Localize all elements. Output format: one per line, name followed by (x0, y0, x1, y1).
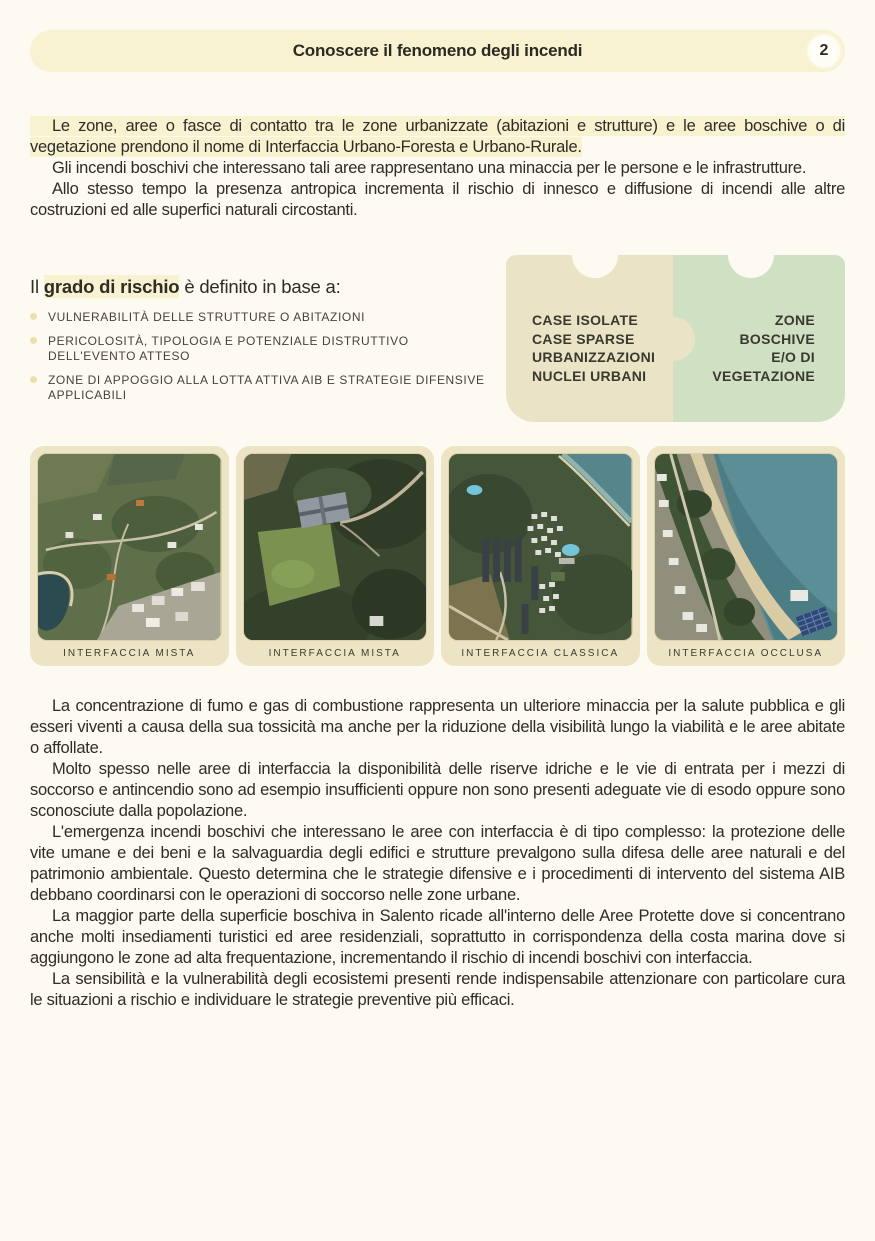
photo-card (647, 446, 846, 666)
puzzle-right-line: VEGETAZIONE (712, 367, 815, 384)
body-paragraph: La maggior parte della superficie boschiva in Salento ricade all'interno delle Aree Protette dove si concentrano anche molti insediamenti turistici ed aree residenziali, soprattutto in corrispondenza della costa marina dove si aggiungono le zone ad alta frequentazione, incrementando il rischio di incendi boschivi con interfaccia. (30, 907, 845, 967)
body-paragraph: La concentrazione di fumo e gas di combustione rappresenta un ulteriore minaccia per la salute pubblica e gli esseri viventi a causa della sua tossicità ma anche per la riduzione della visibilità lungo la viabilità e le aree abitate o affollate. (30, 697, 845, 757)
intro-paragraph: Gli incendi boschivi che interessano tali aree rappresentano una minaccia per le persone e le infrastrutture. (52, 159, 807, 177)
puzzle-left-label (532, 311, 655, 385)
bullet-label: PERICOLOSITÀ, TIPOLOGIA E POTENZIALE DISTRUTTIVO DELL'EVENTO ATTESO (48, 334, 409, 363)
bullet-item (30, 310, 488, 325)
aerial-photo-mista-forest (243, 453, 428, 641)
aerial-photo-occlusa-beach (654, 453, 839, 641)
body-section (30, 696, 845, 1011)
photo-caption: INTERFACCIA MISTA (63, 648, 196, 659)
photo-caption: INTERFACCIA CLASSICA (461, 648, 620, 659)
puzzle-left-line: CASE ISOLATE (532, 312, 639, 328)
bullet-dot-icon (30, 376, 37, 383)
body-paragraph: Molto spesso nelle aree di interfaccia la disponibilità delle riserve idriche e le vie di entrata per i mezzi di soccorso e antincendio sono ad esempio insufficienti oppure non sono presenti adeguate vie di esodo oppure sono sconosciute dalla popolazione. (30, 760, 845, 820)
risk-heading-suffix: è definito in base a: (179, 276, 341, 297)
highlight-text: Le zone, aree o fasce di contatto tra le zone urbanizzate (abitazioni e strutture) e le aree boschive o di vegetazione prendono il nome di Interfaccia Urbano-Foresta e Urbano-Rurale. (30, 117, 845, 156)
photo-row (30, 446, 845, 666)
body-paragraph: La sensibilità e la vulnerabilità degli ecosistemi presenti rende indispensabile attenzionare con particolare cura le situazioni a rischio e individuare le strategie preventive più efficaci. (30, 970, 845, 1009)
bullet-dot-icon (30, 313, 37, 320)
intro-paragraph: Allo stesso tempo la presenza antropica incrementa il rischio di innesco e diffusione di incendi alle altre costruzioni ed alle superfici naturali circostanti. (30, 180, 845, 219)
risk-heading (30, 276, 488, 298)
puzzle-right-line: ZONE (774, 312, 815, 328)
puzzle-graphic (506, 255, 845, 422)
risk-bullet-list (30, 310, 488, 403)
photo-caption: INTERFACCIA OCCLUSA (668, 648, 824, 659)
photo-caption: INTERFACCIA MISTA (268, 648, 401, 659)
photo-card (236, 446, 435, 666)
puzzle-left-line: URBANIZZAZIONI (532, 349, 656, 365)
puzzle-left-line: CASE SPARSE (532, 330, 635, 347)
aerial-photo-classica-campground (448, 453, 633, 641)
puzzle-right-label (712, 311, 815, 385)
bullet-item (30, 373, 488, 403)
bullet-label: VULNERABILITÀ DELLE STRUTTURE O ABITAZIONI (48, 310, 366, 324)
header-bar (30, 30, 845, 72)
bullet-label: ZONE DI APPOGGIO ALLA LOTTA ATTIVA AIB E STRATEGIE DIFENSIVE APPLICABILI (48, 373, 485, 402)
page-number-badge: 2 (806, 33, 842, 69)
body-paragraph: L'emergenza incendi boschivi che interessano le aree con interfaccia è di tipo complesso: la protezione delle vite umane e dei beni e la salvaguardia degli edifici e strutture prevalgono sulla difesa delle aree naturali e del patrimonio ambientale. Questo determina che le strategie difensive e i procedimenti di intervento del sistema AIB debbano coordinarsi con le operazioni di soccorso nelle zone urbane. (30, 823, 845, 904)
intro-section (30, 116, 845, 221)
risk-heading-prefix: Il (30, 276, 44, 297)
puzzle-left-line: NUCLEI URBANI (532, 367, 647, 384)
bullet-dot-icon (30, 337, 37, 344)
puzzle-right-line: BOSCHIVE (739, 330, 815, 347)
aerial-photo-mista-coastal (37, 453, 222, 641)
bullet-item (30, 334, 488, 364)
risk-definition (30, 255, 506, 412)
risk-section (30, 255, 845, 422)
photo-card (441, 446, 640, 666)
photo-card (30, 446, 229, 666)
page-title: Conoscere il fenomeno degli incendi (292, 41, 583, 60)
puzzle-right-line: E/O DI (771, 349, 815, 365)
risk-heading-highlight: grado di rischio (43, 276, 180, 297)
intro-paragraph-highlighted (30, 116, 845, 158)
